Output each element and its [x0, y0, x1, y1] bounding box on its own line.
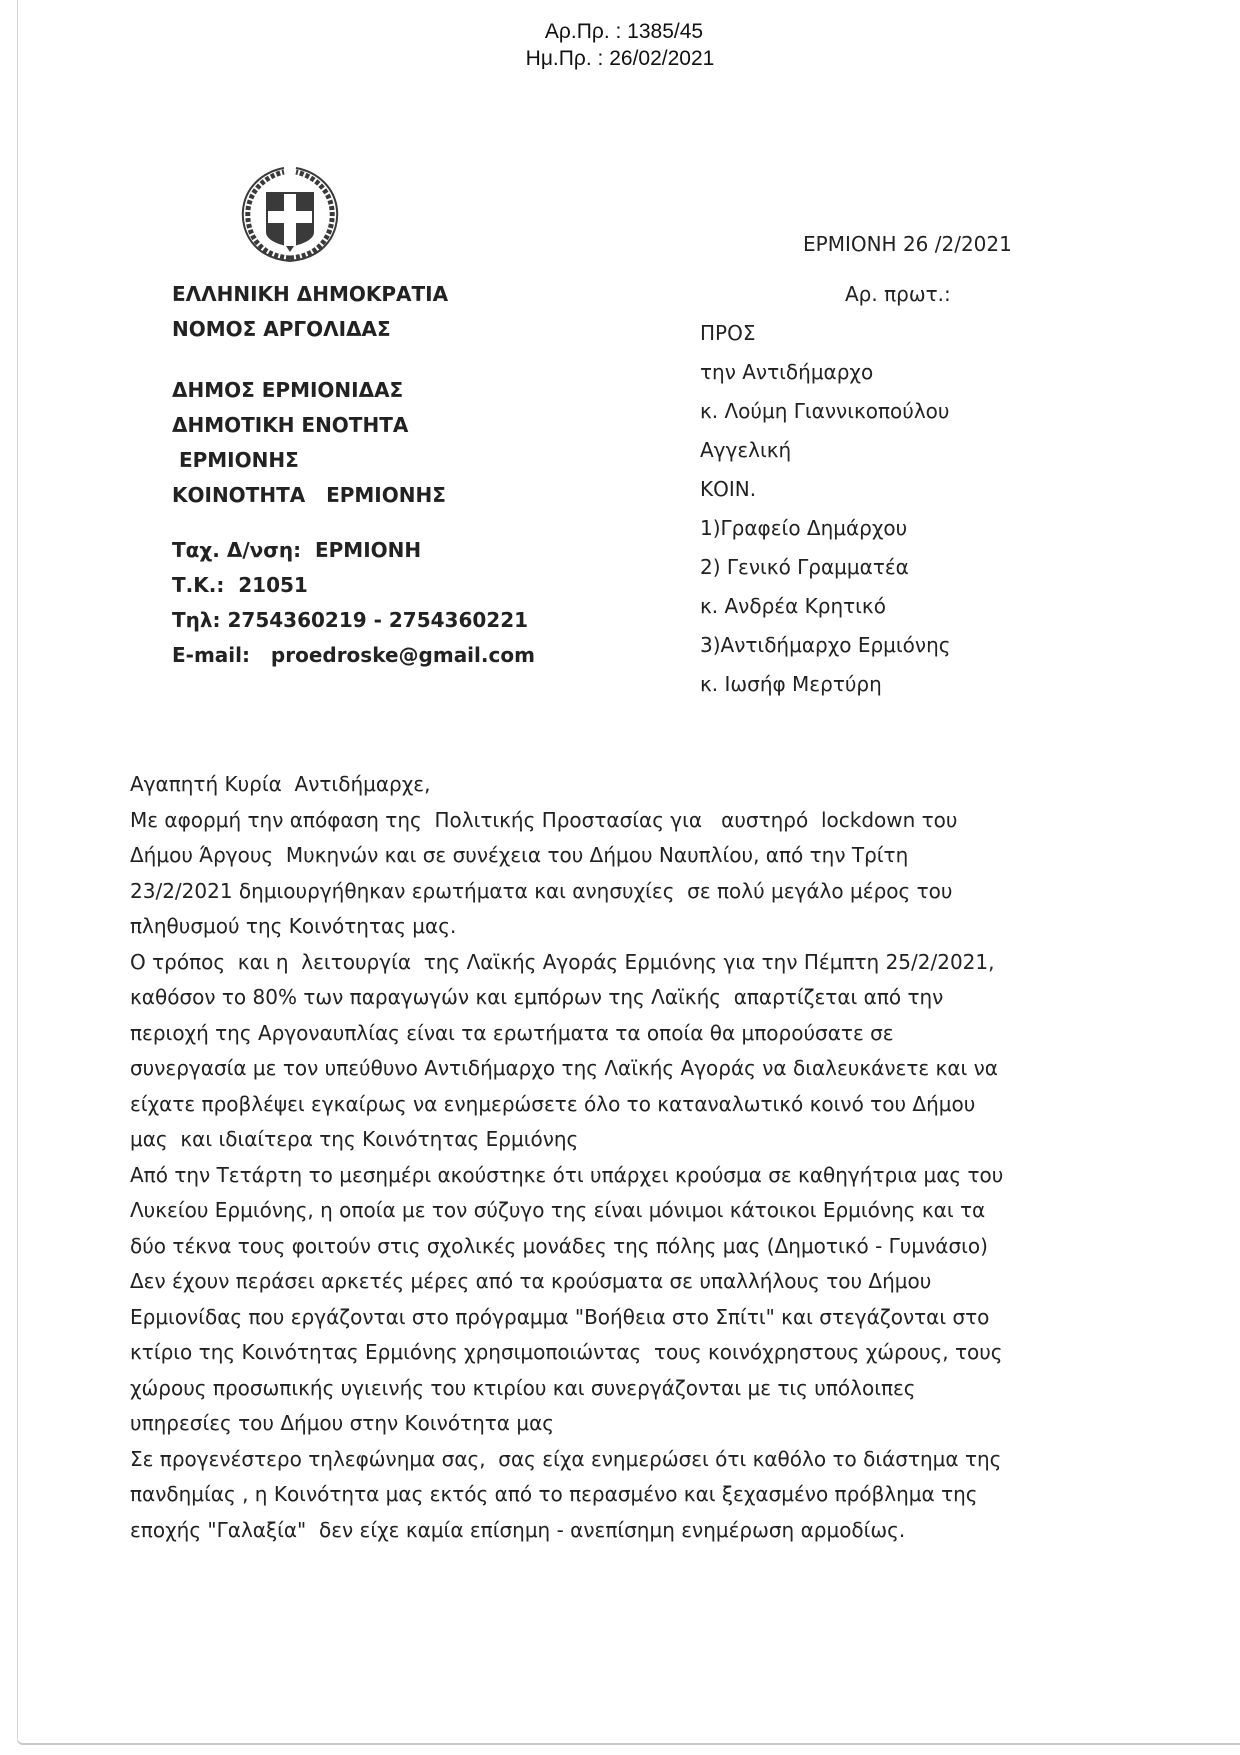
sender-line: ΔΗΜΟΣ ΕΡΜΙΟΝΙΔΑΣ — [172, 378, 404, 402]
body-line: πανδημίας , η Κοινότητα μας εκτός από το περασμένο και ξεχασμένο πρόβλημα της — [130, 1482, 978, 1506]
recipient-line: ΚΟΙΝ. — [700, 477, 757, 501]
recipient-line: 1)Γραφείο Δημάρχου — [700, 516, 908, 540]
recipient-line: κ. Ανδρέα Κρητικό — [700, 594, 886, 618]
body-line: Σε προγενέστερο τηλεφώνημα σας, σας είχα ενημερώσει ότι καθόλο το διάστημα της — [130, 1446, 1002, 1471]
protocol-number: Αρ.Πρ. : 1385/45 — [544, 20, 704, 43]
recipient-block — [700, 224, 1012, 704]
body-line: είχατε προβλέψει εγκαίρως να ενημερώσετε όλο το καταναλωτικό κοινό του Δήμου — [130, 1091, 976, 1116]
body-line: Ο τρόπος και η λειτουργία της Λαϊκής Αγοράς Ερμιόνης για την Πέμπτη 25/2/2021, — [130, 949, 995, 974]
salutation: Αγαπητή Κυρία Αντιδήμαρχε, — [130, 772, 431, 796]
body-line: κτίριο της Κοινότητας Ερμιόνης χρησιμοποιώντας τους κοινόχρηστους χώρους, τους — [130, 1340, 1003, 1364]
body-line: Από την Τετάρτη το μεσημέρι ακούστηκε ότι υπάρχει κρούσμα σε καθηγήτρια μας του — [130, 1162, 1004, 1187]
sender-address: Ταχ. Δ/νση: ΕΡΜΙΟΝΗ — [172, 538, 422, 562]
sender-line: ΔΗΜΟΤΙΚΗ ΕΝΟΤΗΤΑ — [172, 413, 409, 437]
sender-line: ΕΡΜΙΟΝΗΣ — [172, 448, 299, 472]
letter-date: ΕΡΜΙΟΝΗ 26 /2/2021 — [803, 232, 1012, 256]
body-line: συνεργασία με τον υπεύθυνο Αντιδήμαρχο της Λαϊκής Αγοράς να διαλευκάνετε και να — [130, 1056, 998, 1080]
sender-postal-code: Τ.Κ.: 21051 — [172, 573, 308, 597]
body-line: Με αφορμή την απόφαση της Πολιτικής Προστασίας για αυστηρό lockdown του — [130, 807, 958, 832]
protocol-date: Ημ.Πρ. : 26/02/2021 — [525, 47, 715, 70]
recipient-line: 2) Γενικό Γραμματέα — [700, 555, 909, 579]
sender-line: ΝΟΜΟΣ ΑΡΓΟΛΙΔΑΣ — [172, 317, 391, 341]
body-line: Λυκείου Ερμιόνης, η οποία με τον σύζυγο της είναι μόνιμοι κάτοικοι Ερμιόνης και τα — [130, 1198, 986, 1222]
sender-line: ΕΛΛΗΝΙΚΗ ΔΗΜΟΚΡΑΤΙΑ — [172, 282, 449, 306]
protocol-field: Αρ. πρωτ.: — [845, 282, 951, 306]
body-line: χώρους προσωπικής υγιεινής του κτιρίου και συνεργάζονται με τις υπόλοιπες — [130, 1375, 916, 1400]
protocol-stamp — [0, 18, 1240, 72]
recipient-line: κ. Ιωσήφ Μερτύρη — [700, 672, 882, 696]
body-line: καθόσον το 80% των παραγωγών και εμπόρων της Λαϊκής απαρτίζεται από την — [130, 985, 944, 1009]
letter-body — [130, 767, 1130, 1548]
recipient-line: 3)Αντιδήμαρχο Ερμιόνης — [700, 633, 951, 657]
body-line: δύο τέκνα τους φοιτούν στις σχολικές μονάδες της πόλης μας (Δημοτικό - Γυμνάσιο) — [130, 1233, 988, 1258]
recipient-line: την Αντιδήμαρχο — [700, 360, 874, 384]
recipient-line: κ. Λούμη Γιαννικοπούλου — [700, 399, 950, 423]
body-line: πληθυσμού της Κοινότητας μας. — [130, 914, 457, 938]
body-line: μας και ιδιαίτερα της Κοινότητας Ερμιόνης — [130, 1127, 579, 1151]
body-line: 23/2/2021 δημιουργήθηκαν ερωτήματα και ανησυχίες σε πολύ μεγάλο μέρος του — [130, 878, 953, 903]
sender-email: E-mail: proedroske@gmail.com — [172, 643, 535, 667]
sender-block — [172, 277, 535, 673]
sender-phone: Τηλ: 2754360219 - 2754360221 — [172, 608, 529, 632]
body-line: Δεν έχουν περάσει αρκετές μέρες από τα κρούσματα σε υπαλλήλους του Δήμου — [130, 1269, 932, 1293]
body-line: υπηρεσίες του Δήμου στην Κοινότητα μας — [130, 1411, 554, 1435]
sender-line: ΚΟΙΝΟΤΗΤΑ ΕΡΜΙΟΝΗΣ — [172, 483, 446, 507]
recipient-line: ΠΡΟΣ — [700, 321, 756, 345]
body-line: εποχής "Γαλαξία" δεν είχε καμία επίσημη - ανεπίσημη ενημέρωση αρμοδίως. — [130, 1517, 906, 1542]
body-line: Δήμου Άργους Μυκηνών και σε συνέχεια του Δήμου Ναυπλίου, από την Τρίτη — [130, 843, 909, 867]
body-line: Ερμιονίδας που εργάζονται στο πρόγραμμα "Βοήθεια στο Σπίτι" και στεγάζονται στο — [130, 1304, 990, 1329]
greek-coat-of-arms-icon — [240, 166, 340, 266]
body-line: περιοχή της Αργοναυπλίας είναι τα ερωτήματα τα οποία θα μπορούσατε σε — [130, 1020, 894, 1045]
recipient-line: Αγγελική — [700, 438, 792, 462]
